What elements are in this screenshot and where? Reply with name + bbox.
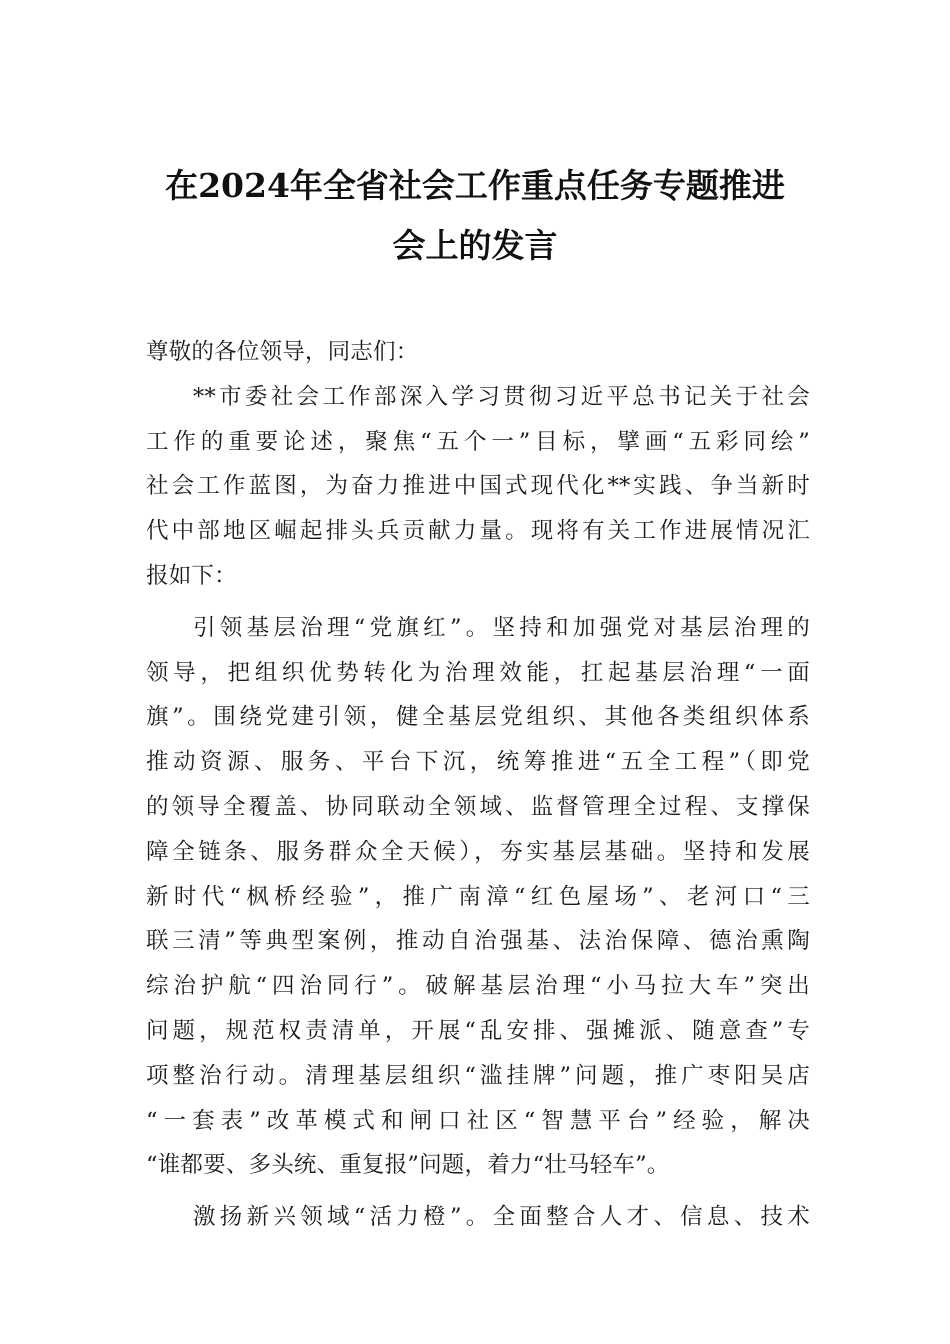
paragraph-line: 项整治行动。清理基层组织“滥挂牌”问题，推广枣阳吴店 [146,1062,810,1089]
paragraph-line: 激扬新兴领域“活力橙”。全面整合人才、信息、技术 [193,1204,810,1231]
paragraph-line: 的领导全覆盖、协同联动全领域、监督管理全过程、支撑保 [146,793,810,820]
document-title [130,156,820,276]
paragraph [146,375,810,599]
paragraph-line: **市委社会工作部深入学习贯彻习近平总书记关于社会 [193,383,810,410]
paragraph-line: 引领基层治理“党旗红”。坚持和加强党对基层治理的 [193,614,810,641]
paragraph-line: 新时代“枫桥经验”，推广南漳“红色屋场”、老河口“三 [146,883,810,910]
title-line: 会上的发言 [392,226,558,265]
paragraph-line: 领导，把组织优势转化为治理效能，扛起基层治理“一面 [146,659,810,686]
paragraph-spacer [146,1188,810,1195]
paragraph-line: 障全链条、服务群众全天候），夯实基层基础。坚持和发展 [146,838,810,865]
paragraph-line: 社会工作蓝图，为奋力推进中国式现代化**实践、争当新时 [146,473,810,500]
paragraph-line: 推动资源、服务、平台下沉，统筹推进“五全工程”（即党 [146,749,810,776]
paragraph-line: 旗”。围绕党建引领，健全基层党组织、其他各类组织体系 [146,704,810,731]
paragraph-line: 工作的重要论述，聚焦“五个一”目标，擘画“五彩同绘” [146,428,810,455]
document-body [146,330,810,1240]
paragraph-line: 综治护航“四治同行”。破解基层治理“小马拉大车”突出 [146,973,810,1000]
paragraph [146,1195,810,1240]
paragraph-line: 联三清”等典型案例，推动自治强基、法治保障、德治熏陶 [146,928,810,955]
paragraph-line: 报如下： [146,562,237,589]
paragraph-line: 代中部地区崛起排头兵贡献力量。现将有关工作进展情况汇 [146,518,810,545]
title-line: 在2024年全省社会工作重点任务专题推进 [165,166,785,205]
paragraph-line: 问题，规范权责清单，开展“乱安排、强摊派、随意查”专 [146,1017,810,1044]
paragraph [146,606,810,1188]
paragraph-spacer [146,599,810,606]
paragraph-line: “一套表”改革模式和闸口社区“智慧平台”经验，解决 [146,1107,810,1134]
salutation: 尊敬的各位领导，同志们： [146,339,419,365]
paragraph-line: “谁都要、多头统、重复报”问题，着力“壮马轻车”。 [146,1152,670,1179]
